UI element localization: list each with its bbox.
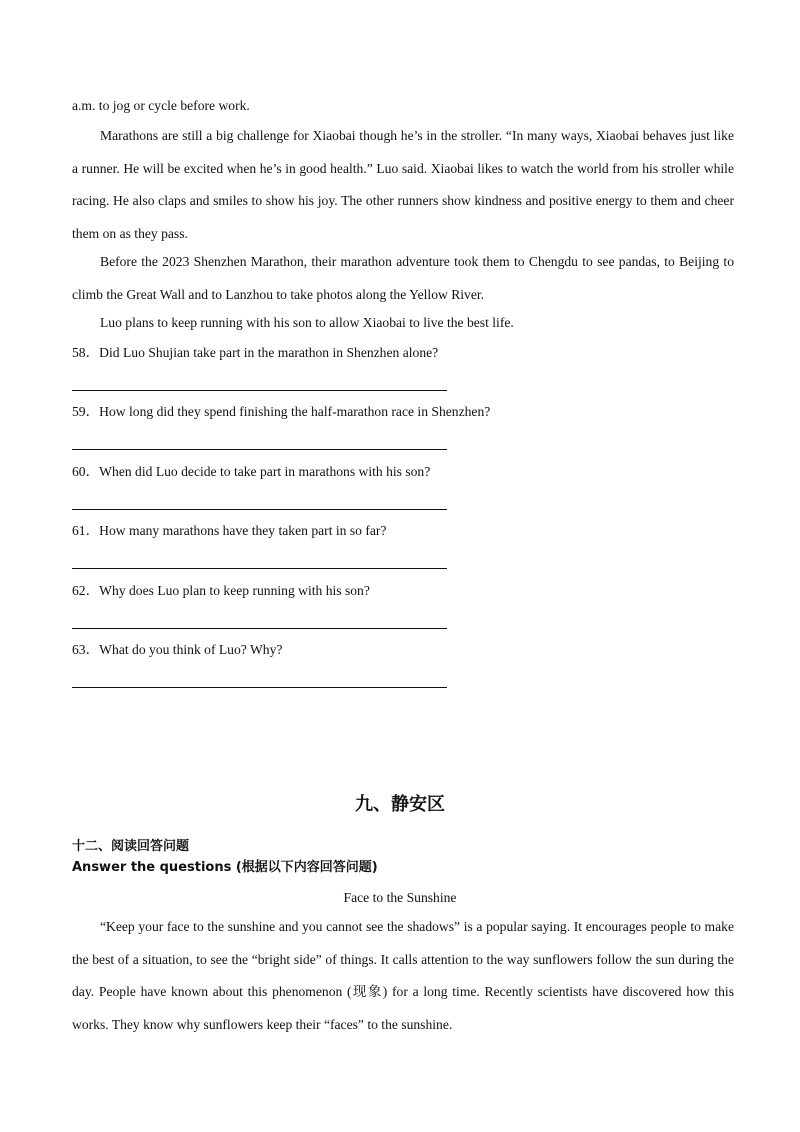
answer-line-62[interactable] — [72, 628, 447, 629]
passage-line-continued: a.m. to jog or cycle before work. — [72, 98, 250, 113]
question-62: 62．Why does Luo plan to keep running with his son? — [72, 583, 370, 598]
answer-line-58[interactable] — [72, 390, 447, 391]
passage-paragraph-sunshine: “Keep your face to the sunshine and you cannot see the shadows” is a popular saying. It encourages people to make the best of a situation, to see the “bright side” of things. It calls attention to the way sunflowers follow the sun during the day. People have known about this phenomenon (现象) for a long time. Recently scientists have discovered how this works. They know why sunflowers keep their “faces” to the sunshine. — [72, 919, 734, 1032]
answer-line-63[interactable] — [72, 687, 447, 688]
section-instruction: Answer the questions (根据以下内容回答问题) — [72, 860, 378, 875]
question-59: 59．How long did they spend finishing the half-marathon race in Shenzhen? — [72, 404, 491, 419]
passage-paragraph-plan: Luo plans to keep running with his son to allow Xiaobai to live the best life. — [100, 315, 514, 330]
question-60: 60．When did Luo decide to take part in marathons with his son? — [72, 464, 431, 479]
section-subtitle: 十二、阅读回答问题 — [72, 839, 190, 854]
section-title: 九、静安区 — [355, 794, 445, 815]
question-61: 61．How many marathons have they taken part in so far? — [72, 523, 387, 538]
answer-line-60[interactable] — [72, 509, 447, 510]
question-58: 58．Did Luo Shujian take part in the marathon in Shenzhen alone? — [72, 345, 439, 360]
passage-title: Face to the Sunshine — [343, 890, 457, 905]
question-63: 63．What do you think of Luo? Why? — [72, 642, 283, 657]
passage-paragraph-marathon-challenge: Marathons are still a big challenge for Xiaobai though he’s in the stroller. “In many ways, Xiaobai behaves just like a runner. He will be excited when he’s in good health.” Luo said. Xiaobai likes to watch the world from his stroller while racing. He also claps and smiles to show his joy. The other runners show kindness and positive energy to them and cheer them on as they pass. — [72, 128, 734, 241]
passage-paragraph-adventure: Before the 2023 Shenzhen Marathon, their marathon adventure took them to Chengdu to see pandas, to Beijing to climb the Great Wall and to Lanzhou to take photos along the Yellow River. — [72, 254, 734, 302]
answer-line-61[interactable] — [72, 568, 447, 569]
answer-line-59[interactable] — [72, 449, 447, 450]
